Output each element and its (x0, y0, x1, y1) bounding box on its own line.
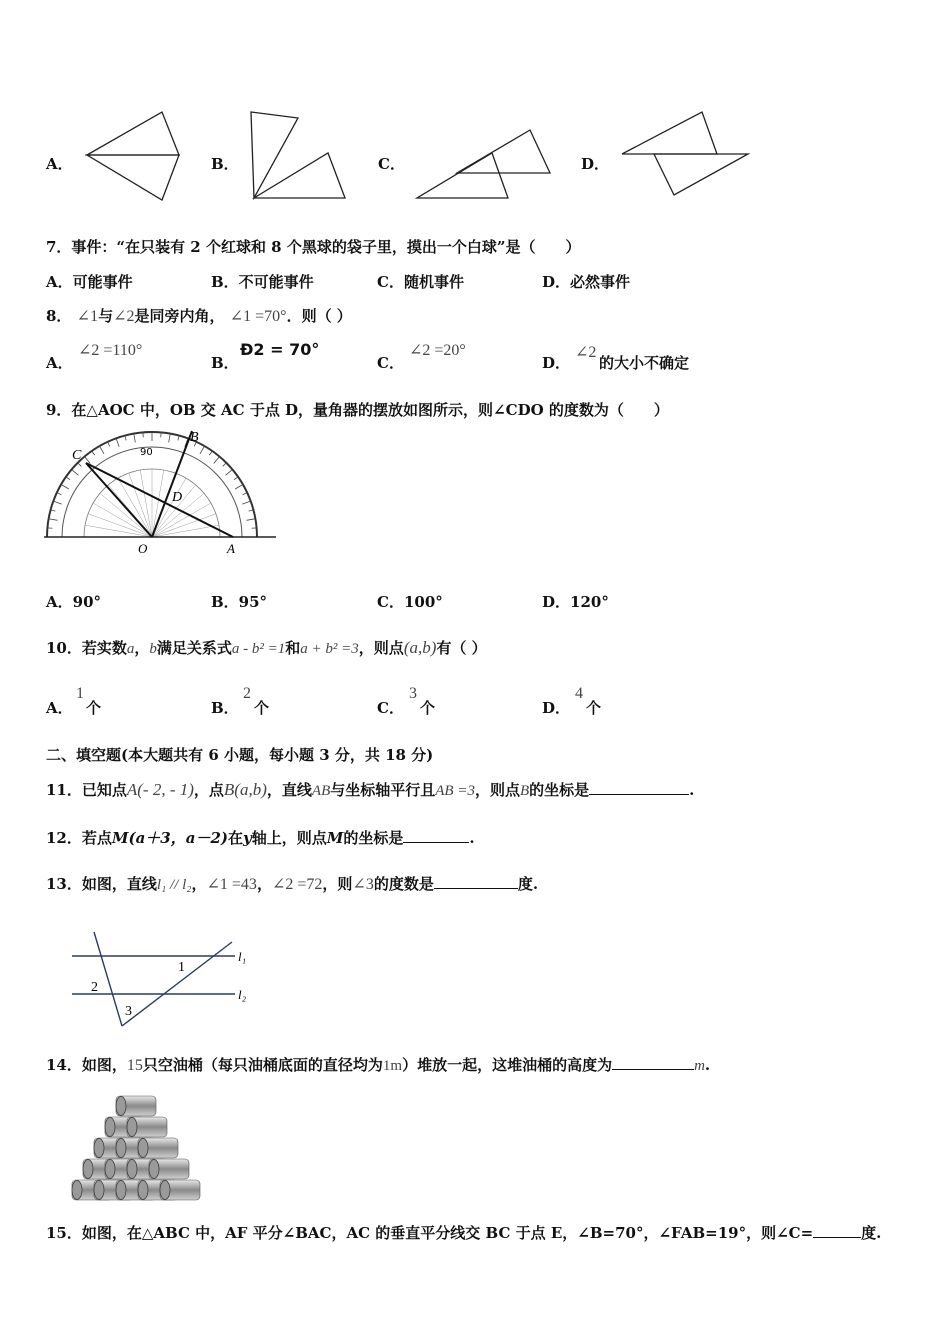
q6-c-triangle-upper (457, 130, 550, 173)
q13-angle2: ∠2 =72 (271, 876, 323, 893)
oil-barrel-end (105, 1160, 115, 1179)
q8-angle1: ∠1 (76, 308, 99, 325)
q6-option-a-label: A． (46, 155, 73, 173)
q13-transversal-slant (122, 942, 232, 1026)
q7-option-d: D．必然事件 (542, 273, 631, 291)
q10-option-a-num: 1 (76, 685, 84, 702)
q15-text: 15．如图，在△ABC 中，AF 平分∠BAC，AC 的垂直平分线交 BC 于点 E，∠B=70°，∠FAB=19°，则∠C= (46, 1224, 814, 1242)
q11-mid4: ，则点 (474, 781, 520, 799)
q13-figure (70, 928, 260, 1033)
q10-option-c-unit: 个 (420, 699, 436, 717)
q10-rel: 满足关系式 (156, 639, 232, 657)
oil-barrel-end (116, 1097, 126, 1116)
q9-label-c: C (72, 448, 82, 463)
q9-protractor-tick (85, 457, 91, 464)
q9-protractor-tick (49, 519, 58, 521)
q8-option-b-label: B． (211, 354, 239, 372)
q10-option-b-num: 2 (243, 685, 251, 702)
q10-num: 10．若实数 (46, 639, 127, 657)
q13-transversal-steep (94, 932, 122, 1026)
q14-unit: m (694, 1058, 705, 1074)
q9-protractor-figure (44, 425, 279, 560)
q12-coords: (a＋3，a－2) (128, 829, 228, 847)
q10-stem (46, 637, 487, 658)
q13-c2: ， (256, 875, 272, 893)
q10-option-d-label: D． (542, 699, 571, 717)
q13-unit: 度. (517, 875, 539, 893)
q9-option-c: C．100° (377, 593, 443, 611)
q9-option-d: D．120° (542, 593, 609, 611)
q13-angle-label-3: 3 (125, 1004, 132, 1019)
q9-protractor-tick (243, 493, 248, 495)
q11-b: B (519, 783, 530, 799)
q13-num: 13．如图，直线 (46, 875, 157, 893)
q13-parallel: l₁ // l₂ (156, 877, 192, 893)
q9-protractor-tick (108, 442, 110, 447)
q13-angle-label-2: 2 (91, 980, 98, 995)
q9-protractor-tick (72, 470, 79, 476)
q10-then: ，则点 (358, 639, 404, 657)
q11-end: 的坐标是 (529, 781, 590, 799)
oil-barrel-end (83, 1160, 93, 1179)
q10-and: 和 (285, 639, 301, 657)
oil-barrel-end (94, 1181, 104, 1200)
oil-barrel-end (105, 1118, 115, 1137)
q10-eq1: a - b² =1 (231, 641, 286, 657)
q7-option-c: C．随机事件 (377, 273, 464, 291)
q13-label-l1: l₁ (238, 949, 247, 964)
q13-answer-blank[interactable] (434, 874, 518, 889)
q6-option-c-label: C． (378, 155, 405, 173)
oil-barrel-end (127, 1118, 137, 1137)
q12-period: . (469, 829, 475, 847)
q9-protractor-tick (242, 501, 250, 504)
q9-protractor-tick (234, 477, 238, 480)
q8-option-c-math: ∠2 =20° (409, 342, 466, 359)
q9-line-oc (86, 463, 152, 537)
q9-protractor-tick (53, 501, 61, 504)
q8-option-c-label: C． (377, 354, 404, 372)
q9-option-a: A．90° (46, 593, 102, 611)
q9-protractor-tick (235, 485, 243, 490)
q8-with: 与 (98, 307, 114, 325)
q9-protractor-tick (61, 485, 69, 490)
q10-eq2: a + b² =3 (300, 641, 359, 657)
q6-option-b-label: B． (211, 155, 239, 173)
q6-a-triangle-bottom (87, 155, 179, 200)
q11-period: . (689, 781, 695, 799)
q7-option-b: B．不可能事件 (211, 273, 314, 291)
q6-c-triangle-large (417, 153, 508, 198)
q13-stem (46, 873, 538, 894)
q8-option-d-label: D． (542, 354, 571, 372)
q12-m2: M (326, 829, 344, 847)
q12-answer-blank[interactable] (403, 828, 469, 843)
q10-option-c-label: C． (377, 699, 404, 717)
q6-d-triangle-bottom (654, 154, 748, 195)
q15-end: 度. (861, 1224, 882, 1242)
q6-b-triangle-right (254, 153, 345, 198)
q12-stem-c: 轴上，则点 (251, 829, 327, 847)
q11-mid3: 与坐标轴平行且 (330, 781, 436, 799)
q13-c1: ， (191, 875, 207, 893)
q12-stem-a: 12．若点 (46, 829, 112, 847)
q14-period: . (704, 1056, 711, 1074)
q10-option-b-label: B． (211, 699, 239, 717)
q14-oil-barrels-figure (66, 1092, 191, 1204)
q12-y: y (243, 829, 252, 847)
q10-comma: ， (134, 639, 150, 657)
oil-barrel-end (138, 1139, 148, 1158)
q8-option-a-math: ∠2 =110° (78, 342, 143, 359)
q9-protractor-rays (85, 469, 219, 537)
q10-end: 有（ ） (436, 639, 487, 657)
q9-protractor-tick (200, 446, 205, 454)
q11-num: 11．已知点 (46, 781, 127, 799)
q8-option-a-label: A． (46, 354, 73, 372)
oil-barrel-end (72, 1181, 82, 1200)
q10-option-c-num: 3 (409, 685, 417, 702)
oil-barrel-end (149, 1160, 159, 1179)
q9-protractor-tick (66, 477, 70, 480)
q9-stem: 9．在△AOC 中，OB 交 AC 于点 D，量角器的摆放如图所示，则∠CDO 的度数为（ ） (46, 401, 669, 419)
q10-option-b-unit: 个 (254, 699, 270, 717)
oil-barrel-end (116, 1139, 126, 1158)
q9-protractor-tick (92, 451, 95, 455)
q10-option-a-unit: 个 (86, 699, 102, 717)
q7-stem: 7．事件：“在只装有 2 个红球和 8 个黑球的袋子里，摸出一个白球”是（ ） (46, 238, 581, 256)
oil-barrel-end (138, 1181, 148, 1200)
q9-protractor-tick (209, 451, 212, 455)
q15-answer-blank[interactable] (813, 1223, 861, 1238)
q10-point: (a,b) (403, 638, 437, 657)
q13-c3: ，则 (322, 875, 353, 893)
q9-protractor-tick (169, 434, 171, 443)
q10-b: b (149, 641, 157, 657)
q6-option-d-figure (616, 106, 756, 201)
q11-answer-blank[interactable] (589, 780, 689, 795)
q13-label-l2: l₂ (238, 987, 247, 1002)
q8-given: ∠1 =70° (229, 308, 287, 325)
q12-m: M (111, 829, 129, 847)
q13-end: 的度数是 (373, 875, 434, 893)
q11-mid2: ，直线 (266, 781, 312, 799)
q8-option-b-text: Ð2 = 70° (240, 340, 320, 359)
q9-protractor-tick (226, 470, 233, 476)
section-2-title: 二、填空题(本大题共有 6 小题，每小题 3 分，共 18 分) (46, 746, 434, 764)
q10-option-d-num: 4 (575, 685, 583, 702)
q9-label-a: A (227, 541, 235, 556)
q14-stem (46, 1054, 710, 1075)
q6-a-triangle-top (87, 112, 179, 155)
q10-a: a (126, 641, 135, 657)
q6-option-d-label: D． (581, 155, 610, 173)
q12-stem-d: 的坐标是 (343, 829, 404, 847)
q11-stem (46, 779, 694, 800)
oil-barrel-end (116, 1181, 126, 1200)
q12-stem-b: 在 (228, 829, 244, 847)
q9-protractor-tick (223, 463, 227, 467)
q11-point-a: A(- 2, - 1) (126, 780, 194, 799)
q11-ab: AB (311, 783, 331, 799)
q14-num: 14．如图， (46, 1056, 127, 1074)
q9-label-d: D (172, 490, 183, 505)
q8-option-d-math: ∠2 (575, 344, 597, 361)
q8-option-d-text: 的大小不确定 (599, 354, 690, 372)
q13-angle-label-1: 1 (178, 960, 185, 975)
q9-protractor-tick (100, 446, 105, 454)
q14-answer-blank[interactable] (612, 1055, 694, 1070)
q9-protractor-tick (247, 519, 256, 521)
q10-option-a-label: A． (46, 699, 73, 717)
q9-label-90: 90 (140, 447, 153, 458)
q9-option-b: B．95° (211, 593, 268, 611)
q6-option-c-figure (412, 125, 557, 205)
q14-diameter: 1m (382, 1058, 403, 1074)
q10-option-d-unit: 个 (586, 699, 602, 717)
q9-protractor-tick (134, 434, 136, 443)
q14-mid: 只空油桶（每只油桶底面的直径均为 (142, 1056, 383, 1074)
q6-option-a-figure (80, 108, 190, 203)
q9-label-o: O (138, 541, 148, 556)
q11-point-b: B(a,b) (223, 780, 267, 799)
q9-protractor-tick (78, 463, 82, 467)
q14-end: ）堆放一起，这堆油桶的高度为 (402, 1056, 613, 1074)
q11-mid1: ，点 (193, 781, 224, 799)
q8-mid: 是同旁内角， (134, 307, 225, 325)
q8-angle2: ∠2 (113, 308, 135, 325)
q8-stem (46, 305, 352, 326)
q9-protractor-tick (57, 493, 62, 495)
q7-option-a: A．可能事件 (46, 273, 133, 291)
q6-option-b-figure (245, 108, 355, 203)
q12-stem (46, 827, 475, 848)
q9-label-b: B (190, 430, 199, 445)
oil-barrel-end (127, 1160, 137, 1179)
q6-d-triangle-top (622, 112, 717, 154)
q9-protractor-tick (116, 438, 119, 446)
q11-ab-eq: AB =3 (435, 783, 475, 799)
oil-barrel-end (160, 1181, 170, 1200)
q13-angle1: ∠1 =43 (206, 876, 257, 893)
oil-barrel-end (94, 1139, 104, 1158)
q13-angle3: ∠3 (352, 876, 374, 893)
q15-stem (46, 1222, 881, 1243)
q14-count: 15 (126, 1057, 143, 1074)
q8-end: ．则（ ） (286, 307, 352, 325)
q8-num: 8． (46, 307, 72, 325)
q9-protractor-tick (214, 457, 220, 464)
